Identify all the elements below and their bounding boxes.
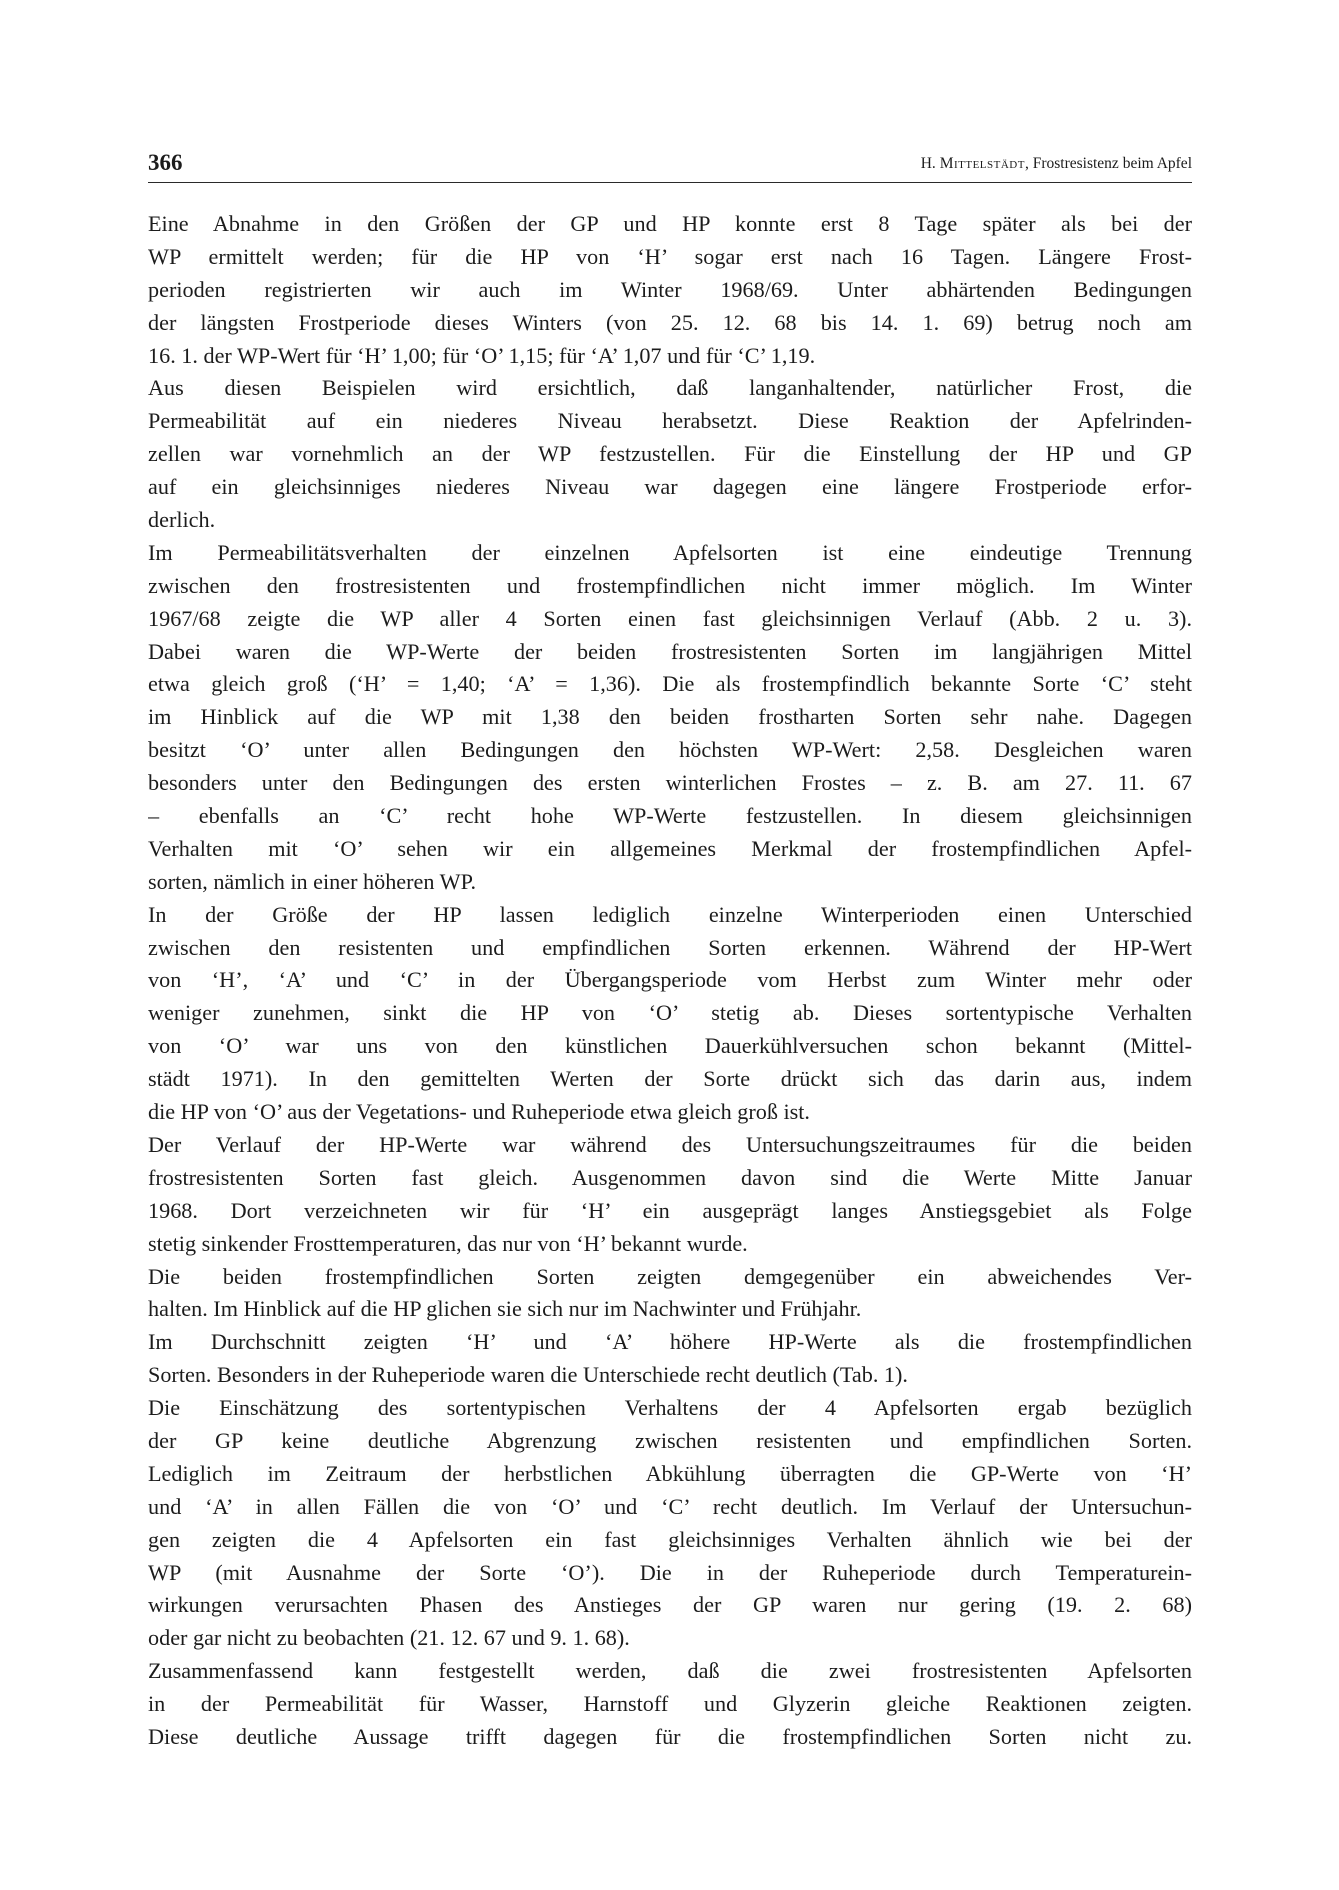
- page-number: 366: [148, 150, 183, 175]
- text-line: Eine Abnahme in den Größen der GP und HP konnte erst 8 Tage später als bei der: [148, 211, 1192, 236]
- running-title: , Frostresistenz beim Apfel: [1024, 155, 1192, 172]
- text-line: Die Einschätzung des sortentypischen Verhaltens der 4 Apfelsorten ergab bezüglich: [148, 1395, 1192, 1421]
- text-line: Zusammenfassend kann festgestellt werden, daß die zwei frostresistenten Apfelsorten: [148, 1658, 1192, 1684]
- text-line: die HP von ‘O’ aus der Vegetations- und Ruheperiode etwa gleich groß ist.: [148, 1099, 810, 1125]
- body-text: [148, 208, 1192, 1754]
- text-line: WP ermittelt werden; für die HP von ‘H’ sogar erst nach 16 Tagen. Längere Frost-: [148, 243, 1192, 269]
- text-line: Sorten. Besonders in der Ruheperiode waren die Unterschiede recht deutlich (Tab. 1).: [148, 1362, 908, 1388]
- text-line: Verhalten mit ‘O’ sehen wir ein allgemeines Merkmal der frostempfindlichen Apfel-: [148, 835, 1192, 861]
- text-line: Im Durchschnitt zeigten ‘H’ und ‘A’ höhere HP-Werte als die frostempfindlichen: [148, 1329, 1192, 1355]
- running-head: [921, 154, 1192, 174]
- text-line: In der Größe der HP lassen lediglich einzelne Winterperioden einen Unterschied: [148, 901, 1192, 927]
- text-line: halten. Im Hinblick auf die HP glichen sie sich nur im Nachwinter und Frühjahr.: [148, 1296, 862, 1322]
- text-line: – ebenfalls an ‘C’ recht hohe WP-Werte festzustellen. In diesem gleichsinnigen: [148, 803, 1192, 829]
- text-line: 1968. Dort verzeichneten wir für ‘H’ ein ausgeprägt langes Anstiegsgebiet als Folge: [148, 1197, 1192, 1223]
- text-line: Diese deutliche Aussage trifft dagegen für die frostempfindlichen Sorten nicht zu.: [148, 1723, 1192, 1749]
- text-line: WP (mit Ausnahme der Sorte ‘O’). Die in der Ruheperiode durch Temperaturein-: [148, 1559, 1192, 1585]
- text-line: 16. 1. der WP-Wert für ‘H’ 1,00; für ‘O’ 1,15; für ‘A’ 1,07 und für ‘C’ 1,19.: [148, 342, 816, 368]
- text-line: perioden registrierten wir auch im Winter 1968/69. Unter abhärtenden Bedingungen: [148, 276, 1192, 302]
- text-line: Permeabilität auf ein niederes Niveau herabsetzt. Diese Reaktion der Apfelrinden-: [148, 408, 1192, 434]
- text-line: besonders unter den Bedingungen des ersten winterlichen Frostes – z. B. am 27. 11. 67: [148, 770, 1192, 796]
- text-line: besitzt ‘O’ unter allen Bedingungen den höchsten WP-Wert: 2,58. Desgleichen waren: [148, 737, 1192, 763]
- text-line: von ‘H’, ‘A’ und ‘C’ in der Übergangsperiode vom Herbst zum Winter mehr oder: [148, 967, 1192, 993]
- text-line: 1967/68 zeigte die WP aller 4 Sorten einen fast gleichsinnigen Verlauf (Abb. 2 u. 3).: [148, 605, 1192, 631]
- page-header: [148, 148, 1192, 183]
- text-line: Die beiden frostempfindlichen Sorten zeigten demgegenüber ein abweichendes Ver-: [148, 1263, 1192, 1289]
- text-line: weniger zunehmen, sinkt die HP von ‘O’ stetig ab. Dieses sortentypische Verhalten: [148, 1000, 1192, 1026]
- text-line: und ‘A’ in allen Fällen die von ‘O’ und ‘C’ recht deutlich. Im Verlauf der Untersuchun-: [148, 1493, 1192, 1519]
- text-line: wirkungen verursachten Phasen des Anstieges der GP waren nur gering (19. 2. 68): [148, 1592, 1192, 1618]
- author-initial: H.: [920, 155, 936, 172]
- text-line: etwa gleich groß (‘H’ = 1,40; ‘A’ = 1,36). Die als frostempfindlich bekannte Sorte ‘C’ steht: [148, 671, 1192, 697]
- text-line: frostresistenten Sorten fast gleich. Ausgenommen davon sind die Werte Mitte Januar: [148, 1164, 1192, 1190]
- text-line: Dabei waren die WP-Werte der beiden frostresistenten Sorten im langjährigen Mittel: [148, 638, 1192, 664]
- text-line: oder gar nicht zu beobachten (21. 12. 67 und 9. 1. 68).: [148, 1625, 630, 1651]
- text-line: im Hinblick auf die WP mit 1,38 den beiden frostharten Sorten sehr nahe. Dagegen: [148, 704, 1192, 730]
- text-line: Im Permeabilitätsverhalten der einzelnen Apfelsorten ist eine eindeutige Trennung: [148, 539, 1192, 565]
- text-line: Aus diesen Beispielen wird ersichtlich, daß langanhaltender, natürlicher Frost, die: [148, 375, 1192, 401]
- text-line: derlich.: [148, 507, 216, 533]
- text-line: zwischen den frostresistenten und frostempfindlichen nicht immer möglich. Im Winter: [148, 572, 1192, 598]
- text-line: Lediglich im Zeitraum der herbstlichen Abkühlung überragten die GP-Werte von ‘H’: [148, 1460, 1192, 1486]
- author-name: Mittelstädt: [939, 155, 1025, 172]
- text-line: städt 1971). In den gemittelten Werten der Sorte drückt sich das darin aus, indem: [148, 1066, 1192, 1092]
- text-line: zellen war vornehmlich an der WP festzustellen. Für die Einstellung der HP und GP: [148, 441, 1192, 467]
- text-line: in der Permeabilität für Wasser, Harnstoff und Glyzerin gleiche Reaktionen zeigten.: [148, 1691, 1192, 1717]
- text-line: der längsten Frostperiode dieses Winters (von 25. 12. 68 bis 14. 1. 69) betrug noch am: [148, 309, 1192, 335]
- text-line: stetig sinkender Frosttemperaturen, das nur von ‘H’ bekannt wurde.: [148, 1230, 748, 1256]
- text-line: von ‘O’ war uns von den künstlichen Dauerkühlversuchen schon bekannt (Mittel-: [148, 1033, 1192, 1059]
- text-line: zwischen den resistenten und empfindlichen Sorten erkennen. Während der HP-Wert: [148, 934, 1192, 960]
- text-line: gen zeigten die 4 Apfelsorten ein fast gleichsinniges Verhalten ähnlich wie bei der: [148, 1526, 1192, 1552]
- text-line: auf ein gleichsinniges niederes Niveau war dagegen eine längere Frostperiode erfor-: [148, 474, 1192, 500]
- text-line: der GP keine deutliche Abgrenzung zwischen resistenten und empfindlichen Sorten.: [148, 1427, 1192, 1453]
- text-line: Der Verlauf der HP-Werte war während des Untersuchungszeitraumes für die beiden: [148, 1131, 1192, 1157]
- text-line: sorten, nämlich in einer höheren WP.: [148, 868, 477, 894]
